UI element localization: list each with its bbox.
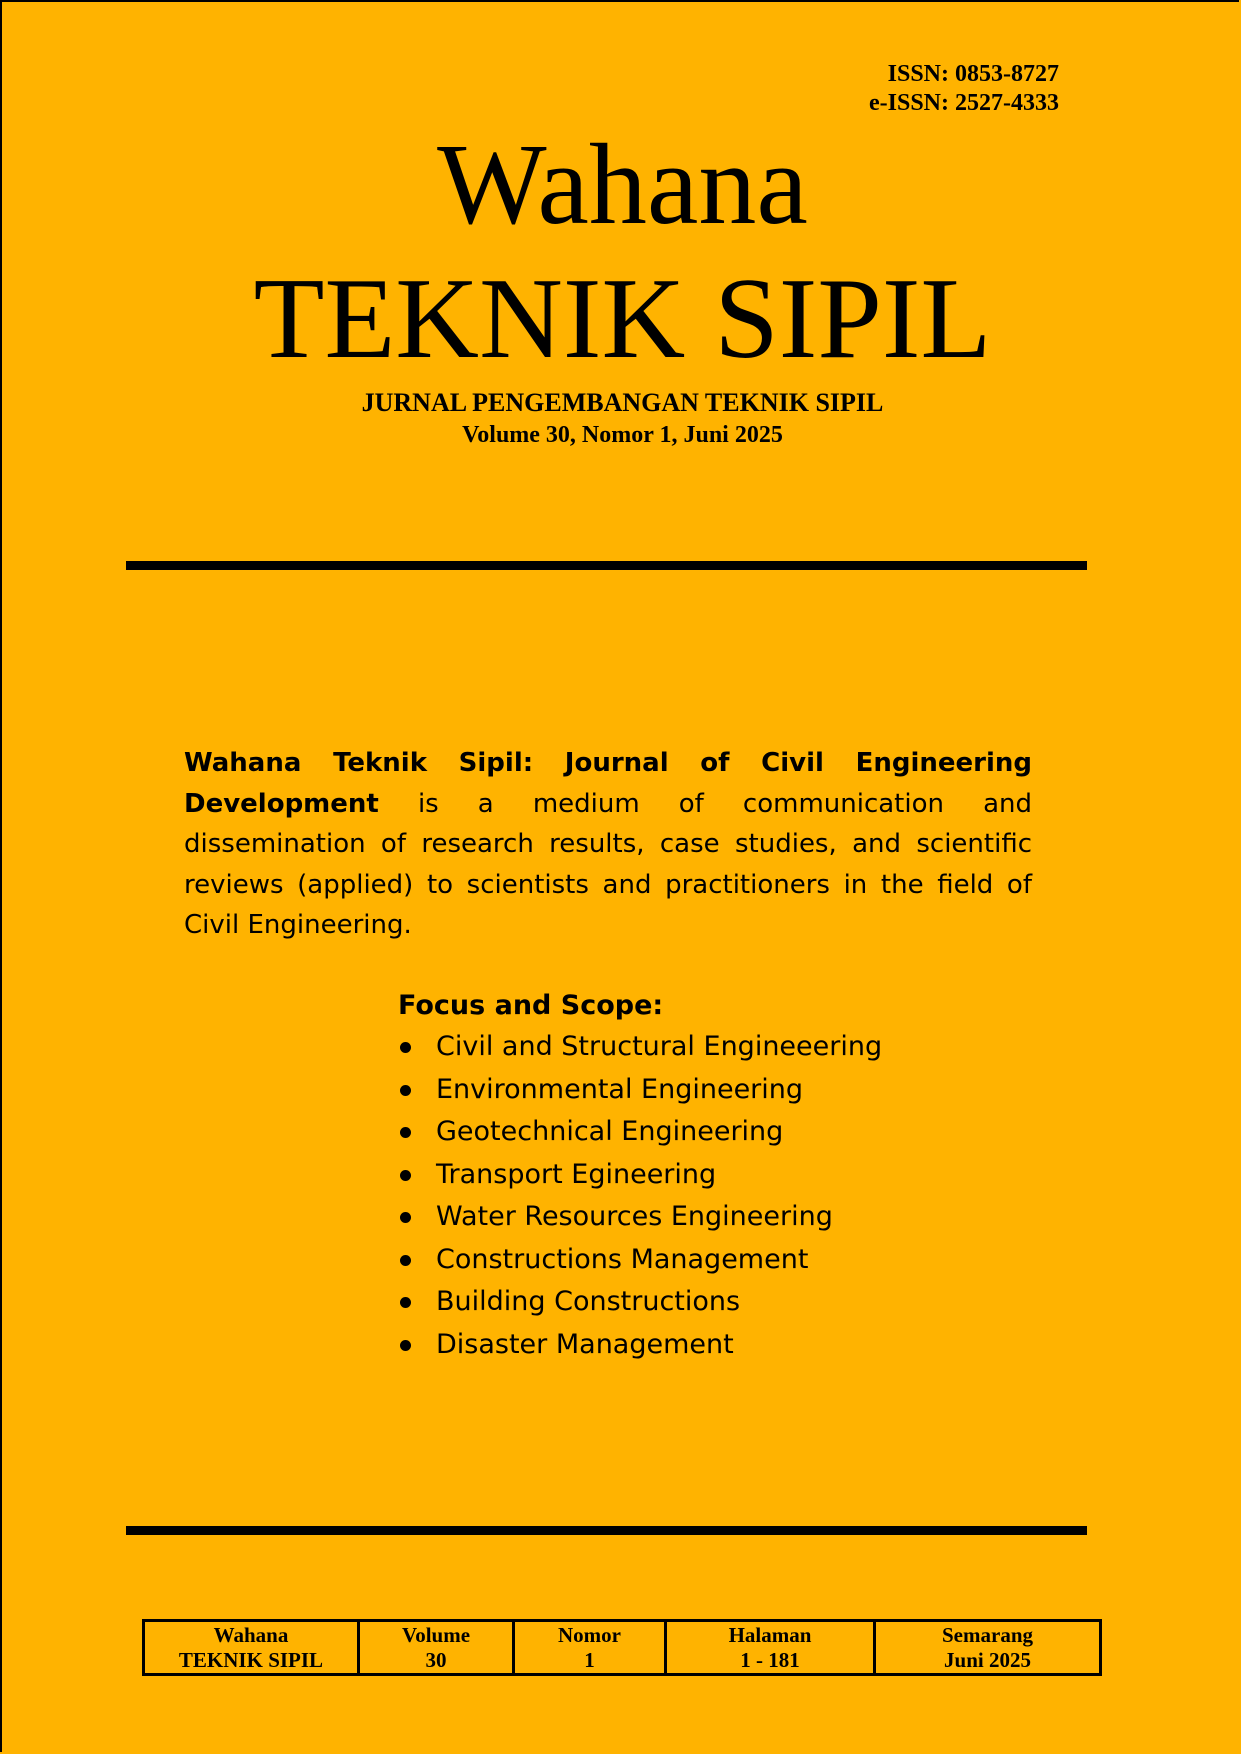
list-item: [398, 1069, 998, 1112]
cell-top-text: Volume: [401, 1622, 471, 1647]
list-item: [398, 1154, 998, 1197]
issn-electronic: e-ISSN: 2527-4333: [869, 90, 1059, 116]
bullet-icon: [400, 1340, 411, 1351]
table-cell-volume: [359, 1621, 514, 1675]
focus-item-label: Building Constructions: [436, 1286, 741, 1317]
focus-item-label: Constructions Management: [436, 1243, 809, 1275]
cell-bottom-text: 1 - 181: [740, 1647, 800, 1672]
focus-item-label: Water Resources Engineering: [436, 1201, 833, 1232]
journal-title-line2: TEKNIK SIPIL: [253, 255, 992, 383]
publication-info-table: [142, 1619, 1102, 1676]
volume-issue-line: Volume 30, Nomor 1, Juni 2025: [462, 422, 783, 448]
list-item: [398, 1026, 998, 1069]
cell-bottom-text: TEKNIK SIPIL: [178, 1647, 324, 1672]
bullet-icon: [400, 1297, 411, 1308]
description-text: is a medium of communication and dissemination of research results, case studies, and scientific reviews (applied) to scientists and practitioners in the field of Civil Engineering.: [184, 788, 1032, 940]
bullet-icon: [400, 1085, 411, 1096]
list-item: [398, 1239, 998, 1282]
focus-scope-list: [398, 1026, 998, 1366]
focus-item-label: Transport Egineering: [436, 1158, 717, 1190]
focus-item-label: Disaster Management: [436, 1328, 734, 1360]
bullet-icon: [400, 1255, 411, 1266]
journal-description: [184, 743, 1032, 946]
bullet-icon: [400, 1170, 411, 1181]
bullet-icon: [400, 1212, 411, 1223]
table-cell-place-date: [875, 1621, 1101, 1675]
list-item: [398, 1281, 998, 1324]
cell-bottom-text: Juni 2025: [944, 1647, 1031, 1672]
bullet-icon: [400, 1042, 411, 1053]
focus-scope-title: Focus and Scope:: [398, 990, 664, 1021]
list-item: [398, 1324, 998, 1367]
table-cell-issue: [514, 1621, 666, 1675]
table-cell-journal: [144, 1621, 359, 1675]
cell-bottom-text: 1: [584, 1647, 595, 1672]
cell-top-text: Halaman: [728, 1622, 812, 1647]
description-bold-lead: Wahana Teknik Sipil: Journal of Civil Engineering Development: [184, 748, 1032, 819]
focus-item-label: Environmental Engineering: [436, 1073, 804, 1105]
focus-scope-section: [398, 986, 998, 1366]
cell-top-text: Wahana: [213, 1622, 289, 1647]
journal-title-line1: Wahana: [437, 121, 808, 249]
list-item: [398, 1111, 998, 1154]
list-item: [398, 1196, 998, 1239]
bottom-divider: [126, 1526, 1087, 1535]
focus-item-label: Civil and Structural Engineeering: [436, 1031, 883, 1062]
table-row: [144, 1621, 1101, 1675]
issn-print: ISSN: 0853-8727: [887, 61, 1059, 87]
issn-block: [869, 60, 1059, 118]
focus-item-label: Geotechnical Engineering: [436, 1116, 784, 1147]
top-divider: [126, 561, 1087, 570]
journal-subtitle: JURNAL PENGEMBANGAN TEKNIK SIPIL: [361, 388, 884, 417]
cell-bottom-text: 30: [425, 1647, 447, 1672]
bullet-icon: [400, 1127, 411, 1138]
cell-top-text: Semarang: [942, 1622, 1033, 1647]
cell-top-text: Nomor: [558, 1622, 621, 1647]
table-cell-pages: [666, 1621, 875, 1675]
